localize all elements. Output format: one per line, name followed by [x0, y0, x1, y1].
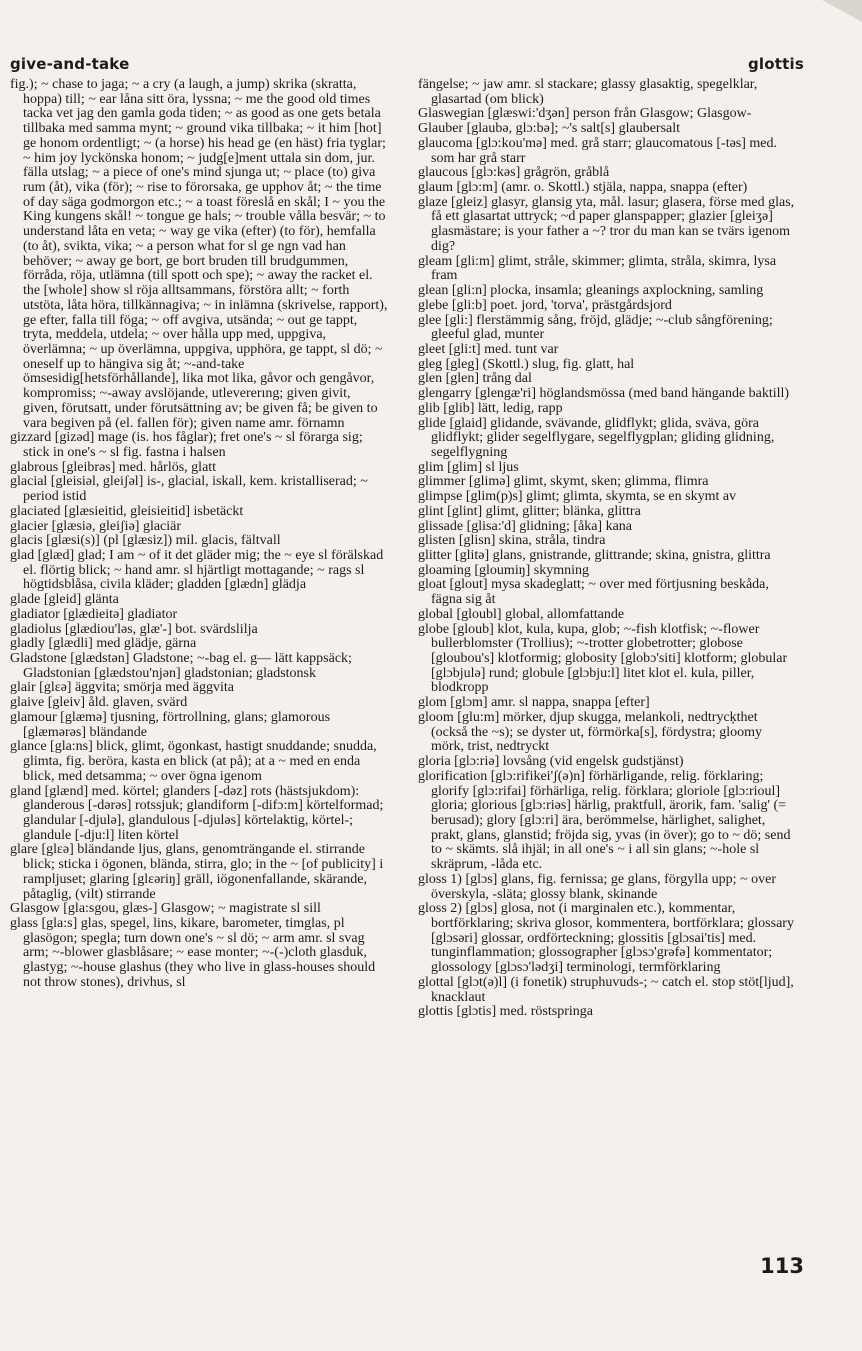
dictionary-entry: gladly [glædli] med glädje, gärna	[10, 636, 197, 652]
dictionary-entry: glance [gla:ns] blick, glimt, ögonkast, hastigt snuddande; snudda, glimta, fig. beröra, kasta en blick (at på); at a ~ med en enda blick, med detsamma; ~ over ögna igenom	[10, 739, 377, 784]
dictionary-entry: fängelse; ~ jaw amr. sl stackare; glassy glasaktig, spegelklar, glasartad (om blick)	[418, 77, 758, 107]
dictionary-entry: glaive [gleiv] åld. glaven, svärd	[10, 695, 188, 711]
left-guide-word: give-and-take	[10, 55, 130, 73]
dictionary-entry: fig.); ~ chase to jaga; ~ a cry (a laugh, a jump) skrika (skratta, hoppa) till; ~ ear låna sitt öra, lyssna; ~ me the good old times tacka vet jag den gamla goda tiden; ~ as good as one gets betala tillbaka med samma mynt; ~ ground vika tillbaka; ~ it him [hot] ge honom ordentligt; ~ (a horse) his head ge (en häst) fria tyglar; ~ him joy lyckönska honom; ~ judg[e]ment uttala sin dom, jur. fälla utslag; ~ a piece of one's mind sjunga ut; ~ place (to) giva rum (åt), vika (för); ~ rise to förorsaka, ge upphov åt; ~ the time of day säga godmorgon etc.; ~ a toast föreslå en skål; I ~ you the King kungens skål! ~ tongue ge hals; ~ trouble vålla besvär; ~ to understand låta en veta; ~ way ge vika (efter) (to för), hemfalla (to åt), svikta, vika; ~ a person what for sl ge ngn vad han behöver; ~ away ge bort, ge bort bruden till brudgummen, förråda, röja, utlämna (till spott och spe); ~ away the racket el. the [whole] show sl röja alltsammans, förstöra allt; ~ forth utstöta, låta höra, tillkännagiva; ~ in inlämna (skrivelse, rapport), ge efter, falla till föga; ~ off avgiva, utsända; ~ out ge tappt, tryta, meddela, utdela; ~ over hålla upp med, uppgiva, överlämna; ~ up överlämna, uppgiva, upphöra, ge tappt, sl dö; ~ oneself up to hängiva sig åt; ~-and-take ömsesidig[hetsförhållande], lika mot lika, gåvor och gengåvor, kompromiss; ~-away avslöjande, utlevererıng; given givit, given, förutsatt, under förutsättning av; be given få; be given to vara begiven på (el. fallen för); given name amr. förnamn	[10, 77, 388, 431]
dictionary-entry: glacier [glæsiə, gleiʃiə] glaciär	[10, 518, 182, 534]
dictionary-entry: gloaming [gloumiŋ] skymning	[418, 562, 590, 578]
dictionary-entry: glottis [glɔtis] med. röstspringa	[418, 1004, 593, 1020]
dictionary-entry: glair [glɛə] äggvita; smörja med äggvita	[10, 680, 234, 696]
dictionary-entry: glib [glib] lätt, ledig, rapp	[418, 400, 563, 416]
dictionary-entry: glacis [glæsi(s)] (pl [glæsiz]) mil. glacis, fältvall	[10, 533, 281, 549]
dictionary-entry: glen [glen] trång dal	[418, 371, 532, 387]
dictionary-entry: global [gloubl] global, allomfattande	[418, 606, 625, 622]
dictionary-entry: gizzard [gizəd] mage (is. hos fåglar); fret one's ~ sl förarga sig; stick in one's ~ sl fig. fastna i halsen	[10, 430, 363, 460]
dictionary-entry: glide [glaid] glidande, svävande, glidflykt; glida, sväva, göra glidflykt; glider segelflygare, segelflygplan; gliding glidning, segelflygning	[418, 415, 775, 460]
right-column	[418, 78, 796, 1020]
dictionary-entry: glottal [glɔt(ə)l] (i fonetik) struphuvuds-; ~ catch el. stop stöt[ljud], knacklaut	[418, 974, 794, 1005]
dictionary-entry: gloss 2) [glɔs] glosa, not (i marginalen etc.), kommentar, bortförklaring; skriva glosor, kommentera, bortförklara; glossary [glɔsəri] glossar, ordförteckning; glossitis [glɔsai'tis] med. tunginflammation; glossographer [glɔsɔ'grəfə] kommentator; glossology [glɔsɔ'lədʒi] terminologi, termförklaring	[418, 901, 794, 976]
dictionary-entry: glare [glɛə] bländande ljus, glans, genomträngande el. stirrande blick; sticka i ögonen, blända, stirra, glo; in the ~ [of publicity] i rampljuset; glaring [glɛəriŋ] gräll, iögonenfallande, skärande, påtaglig, (vilt) stirrande	[10, 842, 384, 902]
dictionary-entry: gladiator [glædieitə] gladiator	[10, 606, 178, 622]
dictionary-entry: glacial [gleisiəl, gleiʃəl] is-, glacial, iskall, kem. kristalliserad; ~ period istid	[10, 474, 368, 505]
right-guide-word: glottis	[748, 55, 804, 73]
dictionary-entry: gloss 1) [glɔs] glans, fig. fernissa; ge glans, förgylla upp; ~ over överskyla, -släta; glossy blank, skinande	[418, 871, 777, 902]
page-number: 113	[760, 1254, 804, 1278]
left-column	[10, 78, 388, 991]
dictionary-entry: glimmer [glimə] glimt, skymt, sken; glimma, flimra	[418, 474, 709, 490]
dictionary-entry: Gladstone [glædstən] Gladstone; ~-bag el. g— lätt kappsäck; Gladstonian [glædstou'njən] gladstonian; gladstonsk	[10, 651, 352, 681]
dictionary-entry: glebe [gli:b] poet. jord, 'torva', prästgårdsjord	[418, 297, 672, 313]
dictionary-entry: gloom [glu:m] mörker, djup skugga, melankoli, nedtrycķthet (också the ~s); se dyster ut, förmörka[s], fördystra; gloomy mörk, trist, nedtryckt	[418, 709, 763, 755]
dictionary-entry: Glauber [glaubə, glɔ:bə]; ~'s salt[s] glaubersalt	[418, 121, 681, 137]
dictionary-entry: glitter [glitə] glans, gnistrande, glittrande; skina, gnistra, glittra	[418, 548, 771, 563]
folded-corner	[822, 0, 862, 22]
dictionary-entry: glass [gla:s] glas, spegel, lins, kikare, barometer, timglas, pl glasögon; spegla; turn down one's ~ sl dö; ~ arm amr. sl svag arm; ~-blower glasblåsare; ~ ease monter; ~-(-)cloth glasduk, glastyg; ~-house glashus (they who live in glass-houses should not throw stones), drivhus, sl	[10, 915, 376, 990]
dictionary-entry: gladiolus [glædiou'ləs, glæ'-] bot. svärdslilja	[10, 621, 258, 637]
dictionary-entry: gloat [glout] mysa skadeglatt; ~ over med förtjusning beskåda, fägna sig åt	[418, 577, 769, 608]
dictionary-entry: glee [gli:] flerstämmig sång, fröjd, glädje; ~-club sångförening; gleeful glad, munter	[418, 312, 773, 343]
dictionary-entry: gland [glænd] med. körtel; glanders [-dəz] rots (hästsjukdom): glanderous [-dərəs] rotssjuk; glandiform [-difɔ:m] körtelformad; glandular [-djulə], glandulous [-djuləs] körtelaktig, körtel-; glandule [-dju:l] liten körtel	[10, 783, 384, 843]
dictionary-entry: glengarry [glengæ'ri] höglandsmössa (med band hängande baktill)	[418, 386, 790, 402]
dictionary-entry: glorification [glɔ:rifikei'ʃ(ə)n] förhärligande, relig. förklaring; glorify [glɔ:rifai] förhärliga, relig. förklara; gloriole [glɔ:rioul] gloria; glorious [glɔ:riəs] härlig, praktfull, ärorik, fam. 'salig' (= berusad); glory [glɔ:ri] ära, berömmelse, härlighet, salighet, prakt, glans, glanstid; fröjda sig, yvas (in över); go to ~ dö; send to ~ skämts. slå ihjäl; in all one's ~ i all sin glans; ~-hole sl skräprum, -låda etc.	[418, 768, 791, 873]
dictionary-entry: glean [gli:n] plocka, insamla; gleanings axplockning, samling	[418, 283, 764, 299]
dictionary-entry: glim [glim] sl ljus	[418, 459, 519, 475]
dictionary-entry: globe [gloub] klot, kula, kupa, glob; ~-fish klotfisk; ~-flower bullerblomster (Trollius); ~-trotter globetrotter; globose [gloubou's] klotformig; globosity [globɔ'siti] klotform; globular [glɔbjulə] rund; globule [glɔbju:l] litet klot el. kula, piller, blodkropp	[418, 621, 788, 696]
dictionary-entry: glimpse [glim(p)s] glimt; glimta, skymta, se en skymt av	[418, 489, 737, 505]
dictionary-entry: gloria [glɔ:riə] lovsång (vid engelsk gudstjänst)	[418, 754, 684, 770]
dictionary-entry: gleam [gli:m] glimt, stråle, skimmer; glimta, stråla, skimra, lysa fram	[418, 253, 777, 284]
dictionary-entry: glade [gleid] glänta	[10, 592, 119, 608]
dictionary-entry: Glasgow [gla:sgou, glæs-] Glasgow; ~ magistrate sl sill	[10, 901, 321, 917]
dictionary-entry: glaucous [glɔ:kəs] grågrön, gråblå	[418, 165, 610, 181]
dictionary-entry: glabrous [gleibrəs] med. hårlös, glatt	[10, 459, 217, 475]
dictionary-entry: glissade [glisa:'d] glidning; [åka] kana	[418, 518, 633, 534]
dictionary-entry: glaum [glɔ:m] (amr. o. Skottl.) stjäla, nappa, snappa (efter)	[418, 180, 748, 196]
dictionary-entry: Glaswegian [glæswi:'dʒən] person från Glasgow; Glasgow-	[418, 106, 752, 122]
dictionary-entry: glaze [gleiz] glasyr, glansig yta, mål. lasur; glasera, förse med glas, få ett glasartat uttryck; ~d paper glanspapper; glazier [gleiʒə] glasmästare; is your father a ~? tror du man kan se tvärs igenom dig?	[418, 194, 795, 254]
dictionary-entry: glamour [glæmə] tjusning, förtrollning, glans; glamorous [glæmərəs] bländande	[10, 709, 331, 740]
dictionary-entry: glom [glɔm] amr. sl nappa, snappa [efter]	[418, 695, 650, 711]
dictionary-entry: glisten [glisn] skina, stråla, tindra	[418, 533, 606, 549]
dictionary-entry: gleet [gli:t] med. tunt var	[418, 341, 559, 357]
dictionary-entry: glad [glæd] glad; I am ~ of it det gläder mig; the ~ eye sl förälskad el. flörtig blick; ~ hand amr. sl hjärtligt mottagande; ~ rags sl högtidsblåsa, civila kläder; gladden [glædn] glädja	[10, 548, 384, 593]
dictionary-entry: glaciated [glæsieitid, gleisieitid] isbetäckt	[10, 503, 244, 519]
dictionary-entry: gleg [gleg] (Skottl.) slug, fig. glatt, hal	[418, 356, 635, 372]
dictionary-entry: glaucoma [glɔ:kou'mə] med. grå starr; glaucomatous [-təs] med. som har grå starr	[418, 135, 778, 166]
dictionary-entry: glint [glint] glimt, glitter; blänka, glittra	[418, 503, 641, 519]
